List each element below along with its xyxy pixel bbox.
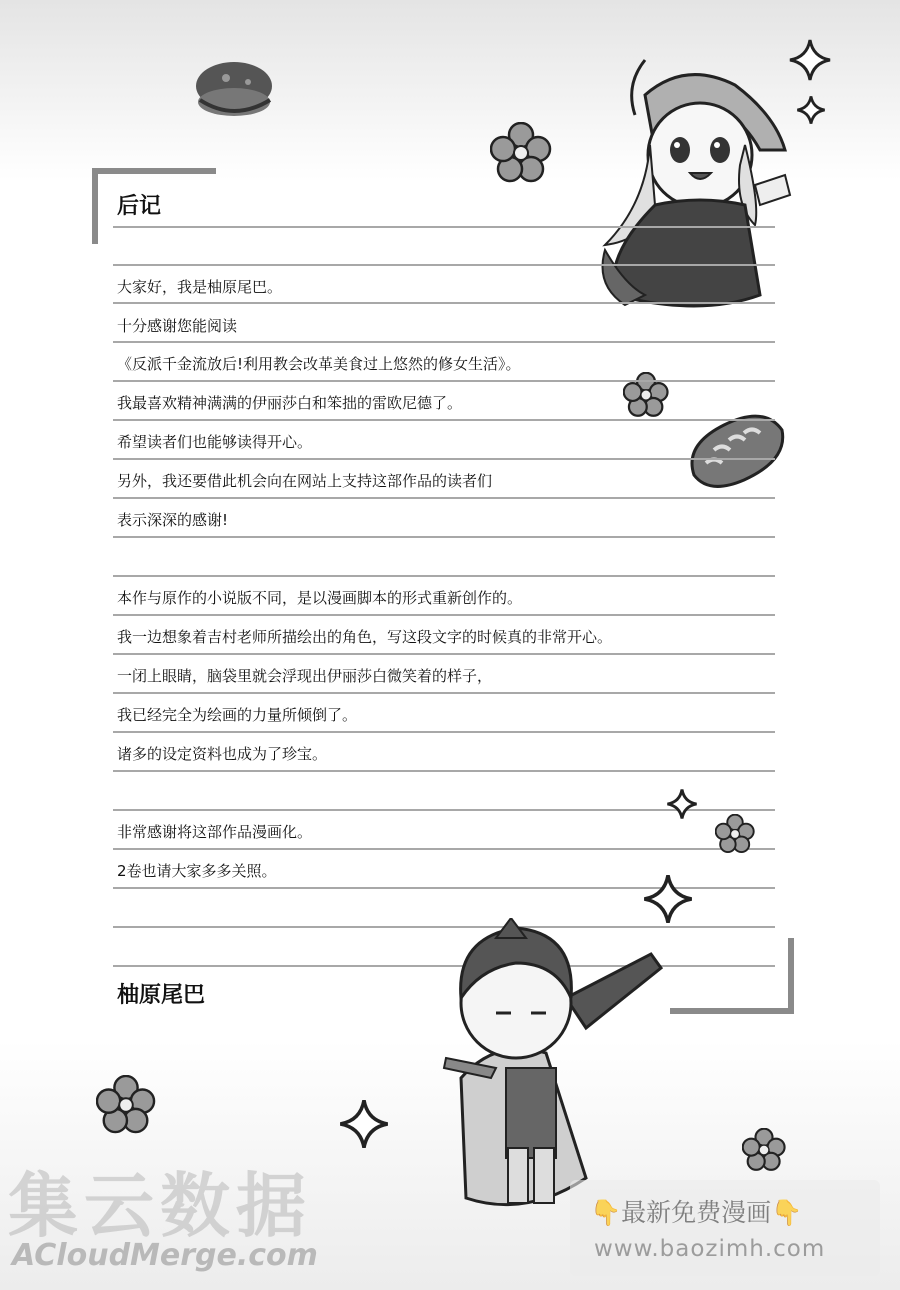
ruled-line [113,341,775,343]
author-signature: 柚原尾巴 [117,983,206,1008]
watermark-logo: 集云数据 [8,1165,312,1247]
ruled-line [113,226,775,228]
corner-bracket-bottom-right [670,938,794,1014]
paragraph-line: 非常感谢将这部作品漫画化。 [117,823,313,841]
flower-icon [715,814,755,854]
flower-icon [96,1075,156,1135]
ruled-line [113,497,775,499]
paragraph-line: 我一边想象着吉村老师所描绘出的角色，写这段文字的时候真的非常开心。 [117,628,613,646]
nun-girl-illustration [585,55,800,317]
promo-title-text: 最新免费漫画 [621,1198,772,1227]
paragraph-line: 一闭上眼睛，脑袋里就会浮现出伊丽莎白微笑着的样子， [117,667,493,685]
ruled-line [113,575,775,577]
ruled-line [113,458,775,460]
page-title: 后记 [117,194,162,219]
bun-icon [190,52,280,132]
flower-icon [490,122,552,184]
ruled-line [113,848,775,850]
sparkle-icon [666,788,698,820]
promo-title[interactable] [590,1193,802,1229]
paragraph-line: 另外，我还要借此机会向在网站上支持这部作品的读者们 [117,472,493,490]
pointing-hand-icon: 👇 [771,1198,803,1227]
flower-icon [623,372,669,418]
paragraph-line: 我已经完全为绘画的力量所倾倒了。 [117,706,358,724]
paragraph-line: 《反派千金流放后!利用教会改革美食过上悠然的修女生活》。 [117,355,521,373]
ruled-line [113,536,775,538]
watermark-site: ACloudMerge.com [12,1238,318,1273]
paragraph-line: 本作与原作的小说版不同，是以漫画脚本的形式重新创作的。 [117,589,523,607]
sparkle-icon [338,1098,390,1150]
ruled-line [113,419,775,421]
ruled-line [113,653,775,655]
paragraph-line: 十分感谢您能阅读 [117,317,238,335]
ruled-line [113,380,775,382]
paragraph-line: 诸多的设定资料也成为了珍宝。 [117,745,328,763]
paragraph-line: 表示深深的感谢! [117,511,229,529]
promo-url-link[interactable]: www.baozimh.com [594,1236,826,1262]
sparkle-icon [796,95,826,125]
paragraph-line: 大家好，我是柚原尾巴。 [117,278,283,296]
paragraph-line: 2卷也请大家多多关照。 [117,862,277,880]
flower-icon [742,1128,786,1172]
ruled-line [113,302,775,304]
pointing-hand-icon: 👇 [590,1198,622,1227]
ruled-line [113,264,775,266]
ruled-line [113,614,775,616]
ruled-line [113,731,775,733]
paragraph-line: 我最喜欢精神满满的伊丽莎白和笨拙的雷欧尼德了。 [117,394,463,412]
ruled-line [113,770,775,772]
paragraph-line: 希望读者们也能够读得开心。 [117,433,313,451]
swordsman-illustration [436,918,666,1218]
ruled-line [113,692,775,694]
